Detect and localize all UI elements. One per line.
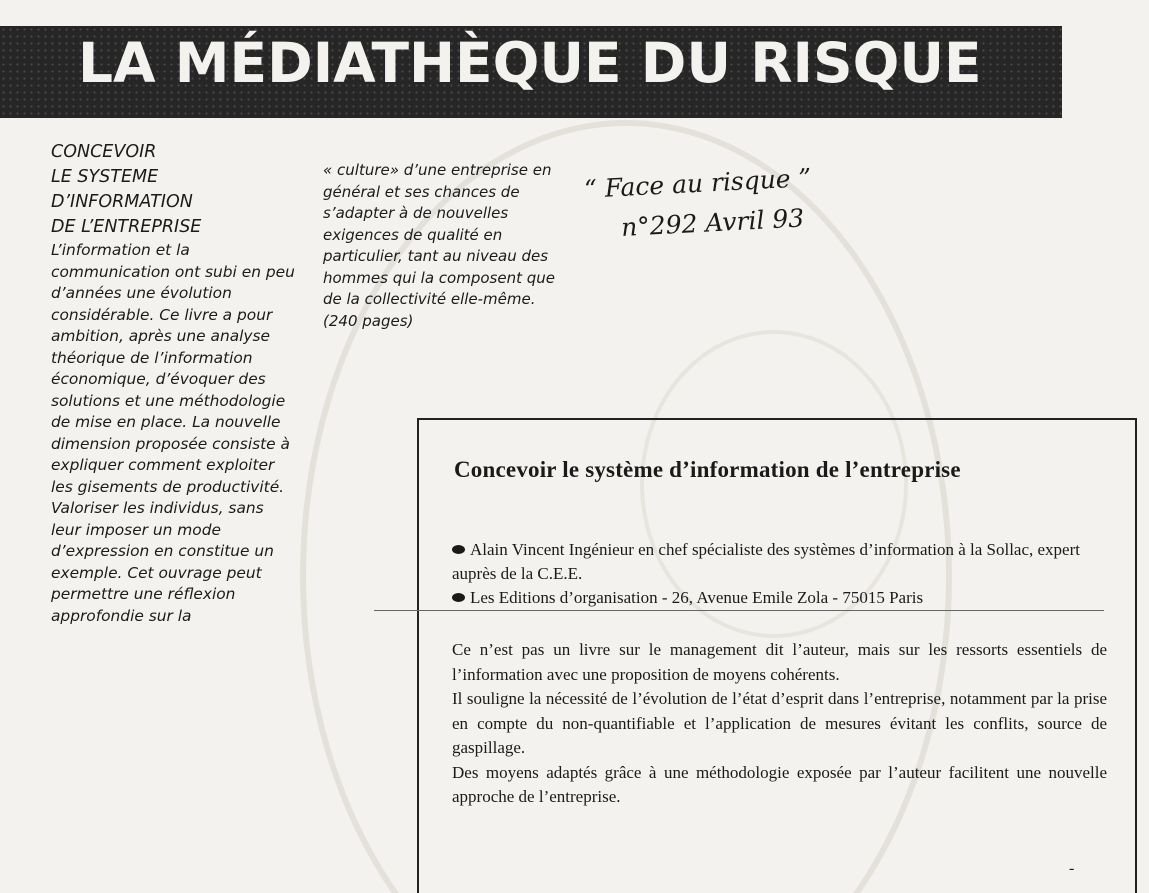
- heading-line: D’INFORMATION: [51, 192, 193, 212]
- left-column-text: L’information et la communication ont subi en peu d’années une évolution considérable. Ce livre a pour ambition, après une analyse théorique de l’information économique, d’évoquer des solutions et une méthodologie de mise en place. La nouvelle dimension proposée consiste à expliquer comment exploiter les gisements de productivité. Valoriser les individus, sans leur imposer un mode d’expression en constitue un exemple. Cet ouvrage peut permettre une réflexion approfondie sur la: [51, 241, 295, 625]
- heading-line: CONCEVOIR: [51, 142, 157, 162]
- middle-column: [323, 160, 563, 332]
- end-mark: -: [1069, 860, 1075, 877]
- handwritten-note: [583, 154, 887, 250]
- publisher-text: Les Editions d’organisation - 26, Avenue Emile Zola - 75015 Paris: [470, 588, 924, 607]
- review-paragraph: Des moyens adaptés grâce à une méthodologie exposée par l’auteur facilitent une nouvelle approche de l’entreprise.: [452, 762, 1107, 806]
- handwritten-source: “ Face au risque ”: [583, 162, 812, 204]
- bullet-icon: [452, 593, 465, 602]
- book-details: [452, 538, 1107, 610]
- heading-line: LE SYSTEME: [51, 167, 159, 187]
- page-title: LA MÉDIATHÈQUE DU RISQUE: [78, 31, 982, 95]
- left-column: [51, 140, 296, 627]
- author-line: [452, 538, 1107, 586]
- review-box: [417, 418, 1137, 893]
- review-body: [452, 638, 1107, 810]
- book-title: Concevoir le système d’information de l’entreprise: [454, 457, 961, 482]
- middle-column-text: « culture» d’une entreprise en général et ses chances de s’adapter à de nouvelles exigences de qualité en particulier, tant au niveau des hommes qui la composent que de la collectivité elle-même.: [323, 161, 556, 308]
- divider-line: [374, 610, 1104, 611]
- review-paragraph: Il souligne la nécessité de l’évolution de l’état d’esprit dans l’entreprise, notamment par la prise en compte du non-quantifiable et l’application de mesures évitant les conflits, source de gaspillage.: [452, 689, 1107, 757]
- publisher-line: [452, 586, 1107, 610]
- heading-line: DE L’ENTREPRISE: [51, 217, 202, 237]
- left-column-heading: [51, 140, 296, 240]
- handwritten-issue: n°292 Avril 93: [620, 203, 805, 242]
- bullet-icon: [452, 545, 465, 554]
- review-paragraph: Ce n’est pas un livre sur le management dit l’auteur, mais sur les ressorts essentiels de l’information avec une proposition de moyens cohérents.: [452, 640, 1107, 684]
- author-text: Alain Vincent Ingénieur en chef spécialiste des systèmes d’information à la Sollac, expert auprès de la C.E.E.: [452, 540, 1080, 583]
- page-count: (240 pages): [323, 311, 414, 330]
